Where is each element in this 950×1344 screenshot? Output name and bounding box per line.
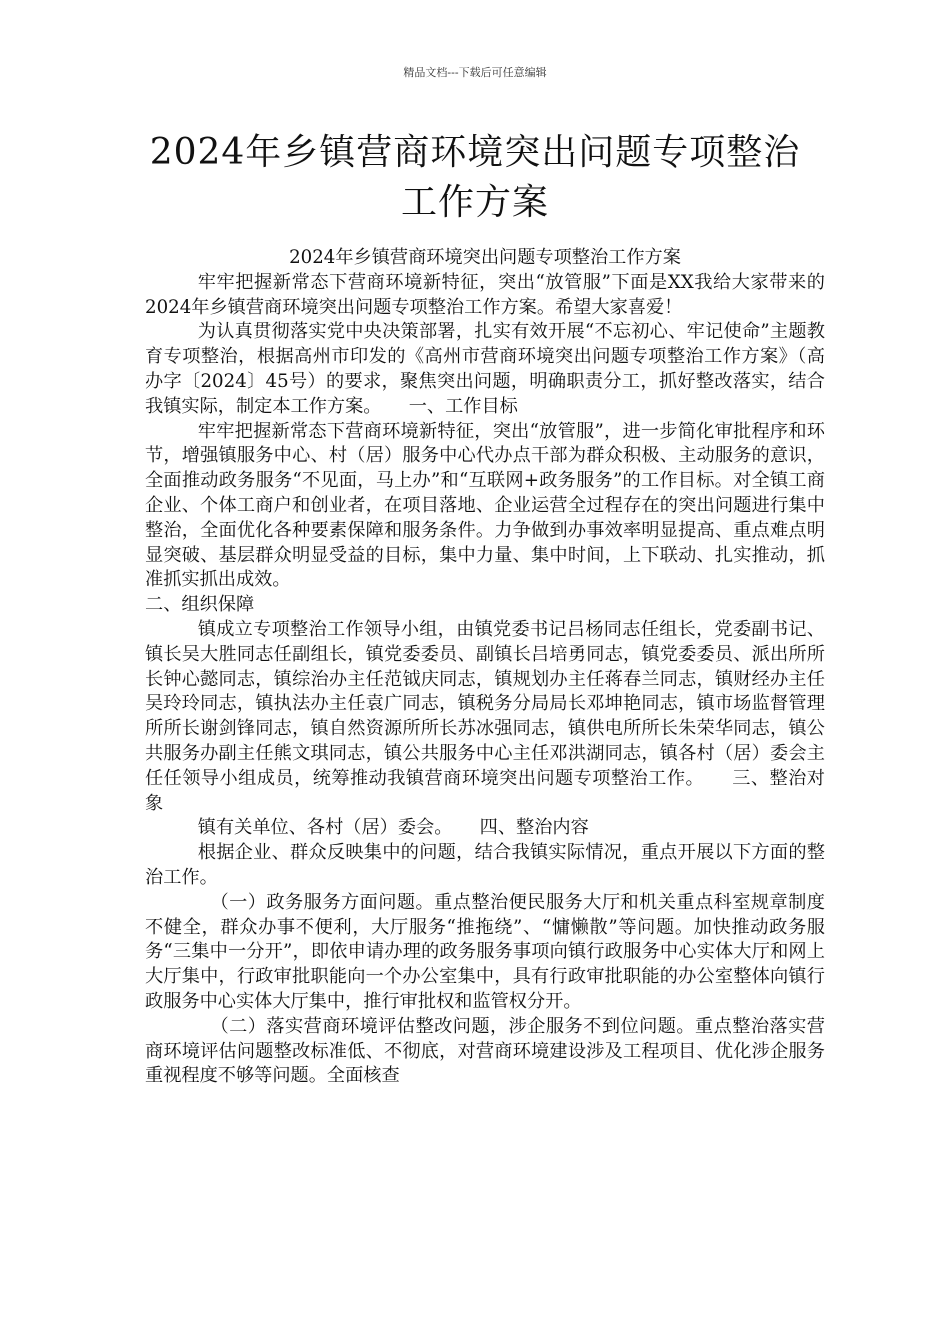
paragraph: 镇成立专项整治工作领导小组，由镇党委书记吕杨同志任组长，党委副书记、镇长吴大胜同志任副组长，镇党委委员、副镇长吕培勇同志，镇党委委员、派出所所长钟心懿同志，镇综治办主任范钺庆同志，镇规划办主任蒋春兰同志，镇财经办主任吴玲玲同志，镇执法办主任袁广同志，镇税务分局局长邓坤艳同志，镇市场监督管理所所长谢剑锋同志，镇自然资源所所长苏冰强同志，镇供电所所长朱荣华同志，镇公共服务办副主任熊文琪同志，镇公共服务中心主任邓洪湖同志，镇各村（居）委会主任任领导小组成员，统筹推动我镇营商环境突出问题专项整治工作。 三、整治对象	[145, 618, 825, 814]
paragraph: （二）落实营商环境评估整改问题，涉企服务不到位问题。重点整治落实营商环境评估问题整改标准低、不彻底，对营商环境建设涉及工程项目、优化涉企服务重视程度不够等问题。全面核查	[145, 1015, 825, 1087]
section-heading: 二、组织保障	[145, 594, 255, 616]
document-subtitle: 2024年乡镇营商环境突出问题专项整治工作方案	[289, 247, 681, 268]
paragraph: 牢牢把握新常态下营商环境新特征，突出“放管服”下面是XX我给大家带来的2024年乡镇营商环境突出问题专项整治工作方案。希望大家喜爱！	[145, 271, 825, 318]
paragraph: 镇有关单位、各村（居）委会。 四、整治内容	[197, 817, 589, 839]
document-title: 2024年乡镇营商环境突出问题专项整治工作方案	[149, 132, 801, 223]
document-body	[145, 246, 825, 1089]
header-note: 精品文档---下载后可任意编辑	[403, 66, 547, 79]
paragraph: 根据企业、群众反映集中的问题，结合我镇实际情况，重点开展以下方面的整治工作。	[145, 842, 825, 888]
paragraph: （一）政务服务方面问题。重点整治便民服务大厅和机关重点科室规章制度不健全，群众办事不便利，大厅服务“推拖绕”、“慵懒散”等问题。加快推动政务服务“三集中一分开”，即依申请办理的政务服务事项向镇行政服务中心实体大厅和网上大厅集中，行政审批职能向一个办公室集中，具有行政审批职能的办公室整体向镇行政服务中心实体大厅集中，推行审批权和监管权分开。	[145, 891, 825, 1012]
paragraph: 为认真贯彻落实党中央决策部署，扎实有效开展“不忘初心、牢记使命”主题教育专项整治，根据高州市印发的《高州市营商环境突出问题专项整治工作方案》（高办字〔2024〕45号）的要求，聚焦突出问题，明确职责分工，抓好整改落实，结合我镇实际，制定本工作方案。 一、工作目标	[145, 321, 825, 417]
paragraph: 牢牢把握新常态下营商环境新特征，突出“放管服”，进一步简化审批程序和环节，增强镇服务中心、村（居）服务中心代办点干部为群众积极、主动服务的意识，全面推动政务服务“不见面，马上办”和“互联网+政务服务”的工作目标。对全镇工商企业、个体工商户和创业者，在项目落地、企业运营全过程存在的突出问题进行集中整治，全面优化各种要素保障和服务条件。力争做到办事效率明显提高、重点难点明显突破、基层群众明显受益的目标，集中力量、集中时间，上下联动、扎实推动，抓准抓实抓出成效。	[145, 420, 825, 591]
